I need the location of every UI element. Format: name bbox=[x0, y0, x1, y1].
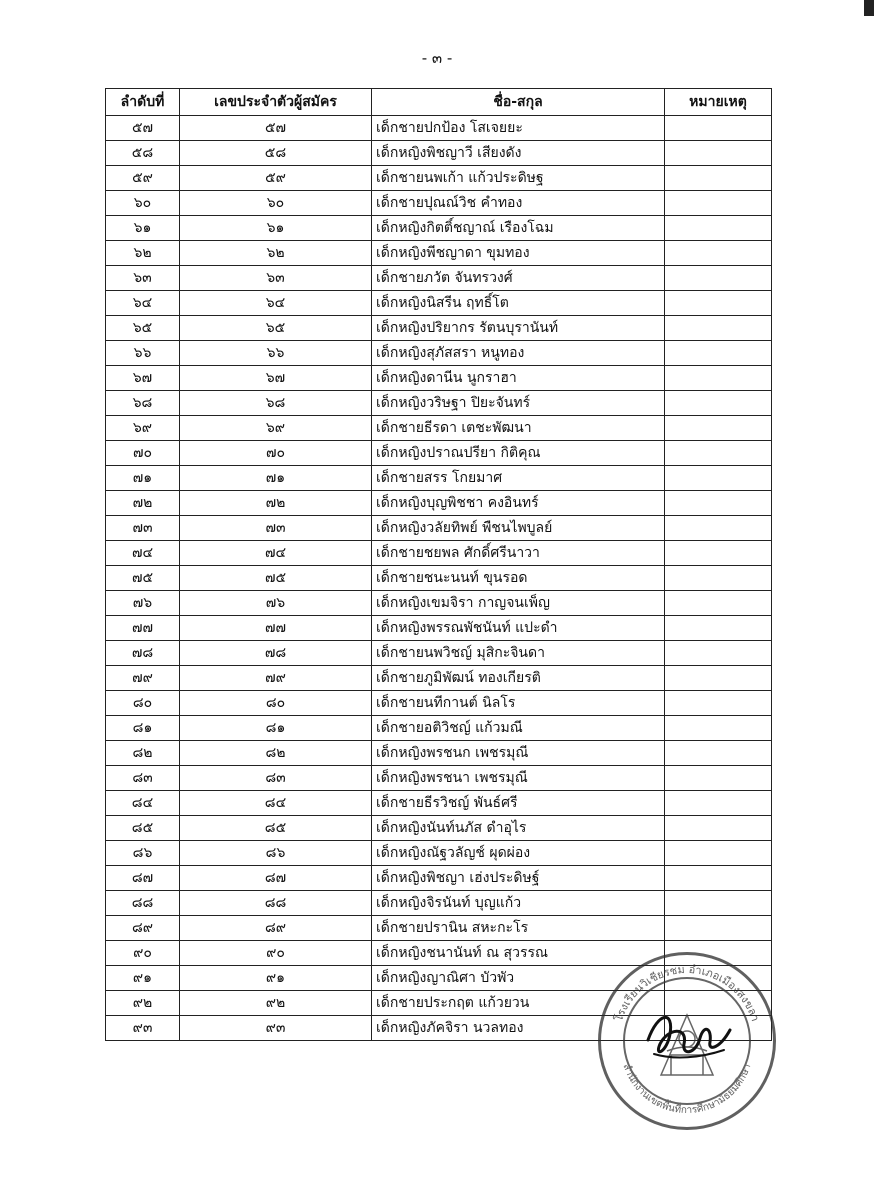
cell-applicant-id: ๖๐ bbox=[180, 191, 372, 216]
cell-full-name: เด็กหญิงพรรณพัชนันท์ แปะดำ bbox=[372, 616, 665, 641]
cell-full-name: เด็กชายอติวิชญ์ แก้วมณี bbox=[372, 716, 665, 741]
cell-remarks bbox=[665, 816, 772, 841]
table-row bbox=[106, 516, 772, 541]
cell-sequence: ๕๘ bbox=[106, 141, 180, 166]
cell-remarks bbox=[665, 716, 772, 741]
cell-full-name: เด็กชายนพวิชญ์ มุสิกะจินดา bbox=[372, 641, 665, 666]
applicant-table bbox=[105, 88, 772, 1041]
cell-remarks bbox=[665, 666, 772, 691]
cell-applicant-id: ๖๙ bbox=[180, 416, 372, 441]
cell-sequence: ๘๐ bbox=[106, 691, 180, 716]
table-header-row bbox=[106, 89, 772, 116]
cell-applicant-id: ๕๘ bbox=[180, 141, 372, 166]
cell-remarks bbox=[665, 841, 772, 866]
cell-full-name: เด็กหญิงเขมจิรา กาญจนเพ็ญ bbox=[372, 591, 665, 616]
cell-full-name: เด็กชายนทีกานต์ นิลโร bbox=[372, 691, 665, 716]
cell-applicant-id: ๗๔ bbox=[180, 541, 372, 566]
cell-full-name: เด็กหญิงนันท์นภัส ดำอุไร bbox=[372, 816, 665, 841]
cell-sequence: ๕๗ bbox=[106, 116, 180, 141]
cell-remarks bbox=[665, 191, 772, 216]
cell-sequence: ๖๕ bbox=[106, 316, 180, 341]
cell-remarks bbox=[665, 166, 772, 191]
cell-applicant-id: ๘๑ bbox=[180, 716, 372, 741]
cell-remarks bbox=[665, 791, 772, 816]
cell-applicant-id: ๕๗ bbox=[180, 116, 372, 141]
cell-remarks bbox=[665, 741, 772, 766]
table-row bbox=[106, 666, 772, 691]
cell-applicant-id: ๘๘ bbox=[180, 891, 372, 916]
cell-remarks bbox=[665, 616, 772, 641]
table-row bbox=[106, 316, 772, 341]
cell-sequence: ๘๙ bbox=[106, 916, 180, 941]
table-row bbox=[106, 841, 772, 866]
cell-applicant-id: ๖๕ bbox=[180, 316, 372, 341]
cell-full-name: เด็กหญิงวริษฐา ปิยะจันทร์ bbox=[372, 391, 665, 416]
table-row bbox=[106, 566, 772, 591]
cell-sequence: ๖๓ bbox=[106, 266, 180, 291]
cell-sequence: ๙๑ bbox=[106, 966, 180, 991]
cell-applicant-id: ๙๑ bbox=[180, 966, 372, 991]
cell-remarks bbox=[665, 341, 772, 366]
cell-full-name: เด็กชายธีรวิชญ์ พันธ์ศรี bbox=[372, 791, 665, 816]
cell-full-name: เด็กชายปรานิน สหะกะโร bbox=[372, 916, 665, 941]
cell-full-name: เด็กชายชยพล ศักดิ์ศรีนาวา bbox=[372, 541, 665, 566]
cell-remarks bbox=[665, 366, 772, 391]
table-row bbox=[106, 691, 772, 716]
cell-sequence: ๙๒ bbox=[106, 991, 180, 1016]
cell-sequence: ๖๒ bbox=[106, 241, 180, 266]
cell-full-name: เด็กหญิงภัคจิรา นวลทอง bbox=[372, 1016, 665, 1041]
cell-remarks bbox=[665, 641, 772, 666]
cell-applicant-id: ๙๓ bbox=[180, 1016, 372, 1041]
table-row bbox=[106, 366, 772, 391]
cell-sequence: ๘๑ bbox=[106, 716, 180, 741]
cell-full-name: เด็กหญิงพิชญาวี เสียงดัง bbox=[372, 141, 665, 166]
cell-sequence: ๖๗ bbox=[106, 366, 180, 391]
cell-sequence: ๗๐ bbox=[106, 441, 180, 466]
cell-applicant-id: ๘๒ bbox=[180, 741, 372, 766]
seal-text-top: โรงเรียนวิเชียรชม อำเภอเมืองสงขลา bbox=[612, 962, 762, 1024]
seal-text-bottom: สำนักงานเขตพื้นที่การศึกษามัธยมศึกษา bbox=[620, 1062, 754, 1117]
table-row bbox=[106, 891, 772, 916]
table-row bbox=[106, 116, 772, 141]
table-row bbox=[106, 716, 772, 741]
cell-full-name: เด็กชายนพเก้า แก้วประดิษฐ bbox=[372, 166, 665, 191]
cell-applicant-id: ๘๖ bbox=[180, 841, 372, 866]
cell-applicant-id: ๗๕ bbox=[180, 566, 372, 591]
cell-full-name: เด็กหญิงนิสรีน ฤทธิ์โต bbox=[372, 291, 665, 316]
cell-sequence: ๙๐ bbox=[106, 941, 180, 966]
cell-full-name: เด็กหญิงวลัยทิพย์ พืชนไพบูลย์ bbox=[372, 516, 665, 541]
cell-sequence: ๘๖ bbox=[106, 841, 180, 866]
cell-remarks bbox=[665, 766, 772, 791]
cell-full-name: เด็กหญิงสุภัสสรา หนูทอง bbox=[372, 341, 665, 366]
cell-applicant-id: ๙๐ bbox=[180, 941, 372, 966]
cell-applicant-id: ๘๕ bbox=[180, 816, 372, 841]
cell-remarks bbox=[665, 866, 772, 891]
cell-remarks bbox=[665, 316, 772, 341]
table-row bbox=[106, 591, 772, 616]
cell-remarks bbox=[665, 216, 772, 241]
table-row bbox=[106, 391, 772, 416]
cell-remarks bbox=[665, 491, 772, 516]
cell-applicant-id: ๗๘ bbox=[180, 641, 372, 666]
cell-applicant-id: ๘๐ bbox=[180, 691, 372, 716]
table-row bbox=[106, 641, 772, 666]
cell-sequence: ๘๗ bbox=[106, 866, 180, 891]
table-row bbox=[106, 541, 772, 566]
cell-full-name: เด็กชายธีรดา เตชะพัฒนา bbox=[372, 416, 665, 441]
cell-full-name: เด็กหญิงพรชนา เพชรมุณี bbox=[372, 766, 665, 791]
cell-applicant-id: ๘๙ bbox=[180, 916, 372, 941]
signature-mark bbox=[640, 1000, 740, 1070]
cell-remarks bbox=[665, 591, 772, 616]
cell-remarks bbox=[665, 291, 772, 316]
cell-remarks bbox=[665, 116, 772, 141]
cell-sequence: ๘๒ bbox=[106, 741, 180, 766]
cell-sequence: ๗๗ bbox=[106, 616, 180, 641]
cell-remarks bbox=[665, 391, 772, 416]
cell-sequence: ๖๘ bbox=[106, 391, 180, 416]
cell-applicant-id: ๗๗ bbox=[180, 616, 372, 641]
table-row bbox=[106, 816, 772, 841]
table-row bbox=[106, 416, 772, 441]
cell-remarks bbox=[665, 516, 772, 541]
table-row bbox=[106, 466, 772, 491]
cell-full-name: เด็กชายภูมิพัฒน์ ทองเกียรติ bbox=[372, 666, 665, 691]
cell-applicant-id: ๖๗ bbox=[180, 366, 372, 391]
cell-applicant-id: ๖๑ bbox=[180, 216, 372, 241]
cell-full-name: เด็กหญิงพรชนก เพชรมุณี bbox=[372, 741, 665, 766]
cell-sequence: ๖๔ bbox=[106, 291, 180, 316]
table-row bbox=[106, 191, 772, 216]
cell-remarks bbox=[665, 541, 772, 566]
cell-remarks bbox=[665, 566, 772, 591]
cell-sequence: ๗๕ bbox=[106, 566, 180, 591]
cell-full-name: เด็กชายประกฤต แก้วยวน bbox=[372, 991, 665, 1016]
table-row bbox=[106, 291, 772, 316]
cell-full-name: เด็กหญิงกิตติ์ชญาณ์ เรืองโฉม bbox=[372, 216, 665, 241]
table-row bbox=[106, 741, 772, 766]
cell-applicant-id: ๖๒ bbox=[180, 241, 372, 266]
cell-sequence: ๗๙ bbox=[106, 666, 180, 691]
cell-full-name: เด็กหญิงจิรนันท์ บุญแก้ว bbox=[372, 891, 665, 916]
cell-sequence: ๘๕ bbox=[106, 816, 180, 841]
cell-sequence: ๘๔ bbox=[106, 791, 180, 816]
cell-sequence: ๖๖ bbox=[106, 341, 180, 366]
cell-full-name: เด็กชายปุณณ์วิช คำทอง bbox=[372, 191, 665, 216]
cell-full-name: เด็กหญิงญาณิศา บัวพัว bbox=[372, 966, 665, 991]
header-sequence: ลำดับที่ bbox=[106, 89, 180, 116]
cell-sequence: ๘๓ bbox=[106, 766, 180, 791]
table-row bbox=[106, 766, 772, 791]
cell-remarks bbox=[665, 441, 772, 466]
cell-remarks bbox=[665, 241, 772, 266]
cell-full-name: เด็กชายชนะนนท์ ขุนรอด bbox=[372, 566, 665, 591]
cell-sequence: ๖๐ bbox=[106, 191, 180, 216]
cell-applicant-id: ๗๓ bbox=[180, 516, 372, 541]
cell-applicant-id: ๗๑ bbox=[180, 466, 372, 491]
cell-applicant-id: ๘๗ bbox=[180, 866, 372, 891]
cell-sequence: ๙๓ bbox=[106, 1016, 180, 1041]
cell-full-name: เด็กหญิงบุญพิชชา คงอินทร์ bbox=[372, 491, 665, 516]
cell-applicant-id: ๘๔ bbox=[180, 791, 372, 816]
table-row bbox=[106, 241, 772, 266]
cell-full-name: เด็กหญิงดานีน นูกราฮา bbox=[372, 366, 665, 391]
cell-applicant-id: ๖๓ bbox=[180, 266, 372, 291]
cell-sequence: ๘๘ bbox=[106, 891, 180, 916]
cell-remarks bbox=[665, 141, 772, 166]
cell-remarks bbox=[665, 416, 772, 441]
cell-applicant-id: ๖๖ bbox=[180, 341, 372, 366]
table-row bbox=[106, 216, 772, 241]
cell-sequence: ๕๙ bbox=[106, 166, 180, 191]
cell-full-name: เด็กหญิงปราณปรียา กิติคุณ bbox=[372, 441, 665, 466]
cell-sequence: ๗๖ bbox=[106, 591, 180, 616]
table-row bbox=[106, 616, 772, 641]
cell-sequence: ๗๑ bbox=[106, 466, 180, 491]
cell-remarks bbox=[665, 466, 772, 491]
page-number: - ๓ - bbox=[421, 49, 453, 67]
cell-applicant-id: ๘๓ bbox=[180, 766, 372, 791]
table-row bbox=[106, 166, 772, 191]
table-row bbox=[106, 266, 772, 291]
cell-applicant-id: ๖๘ bbox=[180, 391, 372, 416]
cell-full-name: เด็กหญิงปริยากร รัตนบุรานันท์ bbox=[372, 316, 665, 341]
cell-full-name: เด็กชายสรร โกยมาศ bbox=[372, 466, 665, 491]
table-row bbox=[106, 141, 772, 166]
table-row bbox=[106, 791, 772, 816]
cell-applicant-id: ๗๒ bbox=[180, 491, 372, 516]
cell-remarks bbox=[665, 691, 772, 716]
cell-sequence: ๖๙ bbox=[106, 416, 180, 441]
header-remarks: หมายเหตุ bbox=[665, 89, 772, 116]
cell-applicant-id: ๗๙ bbox=[180, 666, 372, 691]
cell-applicant-id: ๕๙ bbox=[180, 166, 372, 191]
cell-sequence: ๗๓ bbox=[106, 516, 180, 541]
cell-full-name: เด็กชายปกป้อง โสเจยยะ bbox=[372, 116, 665, 141]
header-full-name: ชื่อ-สกุล bbox=[372, 89, 665, 116]
table-row bbox=[106, 441, 772, 466]
cell-sequence: ๗๔ bbox=[106, 541, 180, 566]
scan-edge-mark bbox=[864, 0, 874, 16]
cell-remarks bbox=[665, 266, 772, 291]
table-body bbox=[106, 116, 772, 1041]
table-row bbox=[106, 341, 772, 366]
cell-sequence: ๖๑ bbox=[106, 216, 180, 241]
cell-full-name: เด็กหญิงณัฐวลัญช์ ผุดผ่อง bbox=[372, 841, 665, 866]
cell-sequence: ๗๘ bbox=[106, 641, 180, 666]
cell-full-name: เด็กหญิงพีชญาดา ขุมทอง bbox=[372, 241, 665, 266]
cell-applicant-id: ๗๖ bbox=[180, 591, 372, 616]
cell-full-name: เด็กหญิงชนานันท์ ณ สุวรรณ bbox=[372, 941, 665, 966]
table-row bbox=[106, 916, 772, 941]
header-applicant-id: เลขประจำตัวผู้สมัคร bbox=[180, 89, 372, 116]
cell-applicant-id: ๙๒ bbox=[180, 991, 372, 1016]
table-row bbox=[106, 491, 772, 516]
cell-full-name: เด็กชายภวัต จันทรวงศ์ bbox=[372, 266, 665, 291]
cell-full-name: เด็กหญิงพิชญา เฮ่งประดิษฐ์ bbox=[372, 866, 665, 891]
cell-applicant-id: ๖๔ bbox=[180, 291, 372, 316]
cell-remarks bbox=[665, 891, 772, 916]
cell-remarks bbox=[665, 916, 772, 941]
cell-sequence: ๗๒ bbox=[106, 491, 180, 516]
table-row bbox=[106, 866, 772, 891]
cell-applicant-id: ๗๐ bbox=[180, 441, 372, 466]
